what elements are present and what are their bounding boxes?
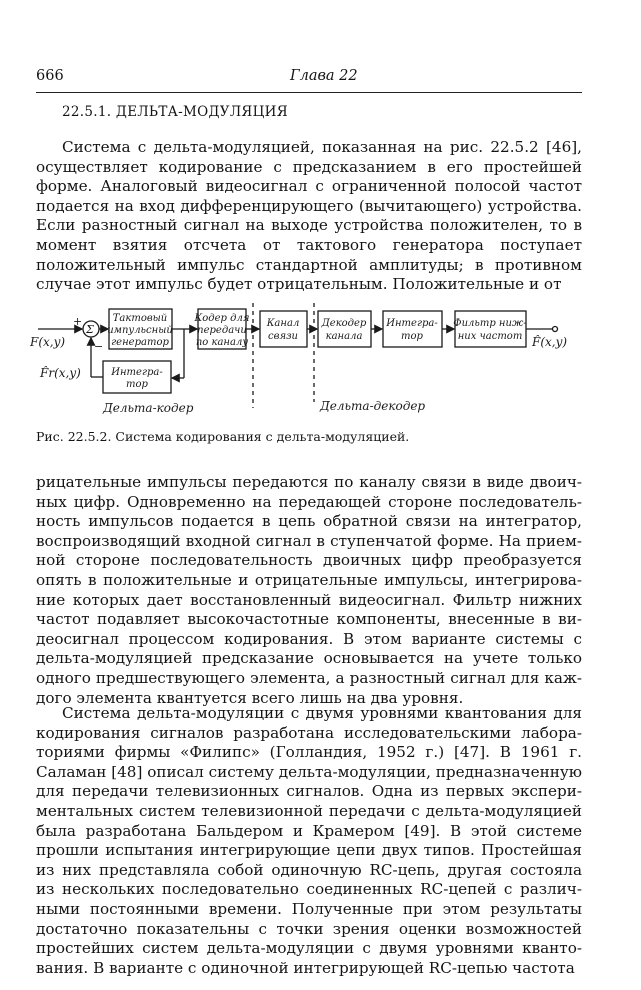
input-label: F(x,y) (30, 335, 66, 349)
chdecoder-block-line1: Декодер (321, 318, 367, 329)
clock-block-line2: импульсный (107, 325, 173, 336)
clock-block-line3: генератор (111, 337, 169, 348)
header-rule (36, 92, 582, 93)
txcoder-block-line2: передачи (197, 325, 247, 336)
figure-caption (36, 429, 409, 444)
clock-block-line1: Тактовый (112, 313, 168, 324)
output-label: F̂(x,y) (532, 335, 568, 349)
paragraph-1-continued: рицательные импульсы передаются по каналу связи в виде двоичных цифр. Одновременно на передающей стороне последовательность импульсов подается в цепь обратной связи на интегратор, воспроизводящий входной сигнал в ступенчатой форме. На приемной стороне последовательность двоичных цифр преобразуется опять в положительные и отрицательные импульсы, интегрирование которых дает восстановленный видеосигнал. Фильтр нижних частот подавляет высокочастотные компоненты, внесенные в видеосигнал процессом кодирования. В этом варианте системы с дельта-модуляцией предсказание основывается на учете только одного предшествующего элемента, а разностный сигнал для каждого элемента квантуется всего лишь на два уровня. (36, 473, 582, 707)
txcoder-block-line3: по каналу (195, 337, 249, 348)
paragraph-1: Система с дельта-модуляцией, показанная на рис. 22.5.2 [46], осуществляет кодирование с предсказанием в его простейшей форме. Аналоговый видеосигнал с ограниченной полосой частот подается на вход дифференцирующего (вычитающего) устройства. Если разностный сигнал на выходе устройства положителен, то в момент взятия отсчета от тактового генератора поступает положительный импульс стандартной амплитуды; в противном случае этот импульс будет отрицательным. Положительные и от (36, 138, 582, 294)
feedback-label: F̂r(x,y) (40, 366, 81, 380)
txcoder-block-line1: Кодер для (194, 313, 250, 324)
rxint-block-line1: Интегра- (386, 318, 438, 329)
page-number: 666 (36, 68, 64, 84)
channel-block-line1: Канал (266, 318, 300, 329)
txint-block-line1: Интегра- (111, 367, 163, 378)
paragraph-2: Система дельта-модуляции с двумя уровнями квантования для кодирования сигналов разработана исследовательскими лабораториями фирмы «Филипс» (Голландия, 1952 г.) [47]. В 1961 г. Саламан [48] описал систему дельта-модуляции, предназначенную для передачи телевизионных сигналов. Одна из первых экспериментальных систем телевизионной передачи с дельта-модуляцией была разработана Бальдером и Крамером [49]. В этой системе прошли испытания интегрирующие цепи двух типов. Простейшая из них представляла собой одиночную RC-цепь, другая состояла из нескольких последовательно соединенных RC-цепей с различными постоянными времени. Полученные при этом результаты достаточно показательны с точки зрения оценки возможностей простейших систем дельта-модуляции с двумя уровнями квантования. В варианте с одиночной интегрирующей RC-цепью частота (36, 704, 582, 977)
lpf-block-line2: них частот (457, 331, 523, 342)
plus-sign: + (73, 315, 83, 328)
sum-symbol: Σ (86, 323, 94, 336)
output-terminal (553, 327, 558, 332)
caption-text: Система кодирования с дельта-модуляцией. (115, 429, 410, 444)
delta-modulation-diagram (0, 290, 641, 420)
caption-number: Рис. 22.5.2. (36, 429, 112, 444)
decoder-label: Дельта-декодер (320, 399, 426, 413)
encoder-label: Дельта-кодер (103, 401, 194, 415)
lpf-block-line1: Фильтр ниж- (453, 318, 527, 329)
rxint-block-line2: тор (401, 331, 423, 342)
chdecoder-block-line2: канала (325, 331, 363, 342)
minus-sign: − (94, 340, 104, 353)
running-head: Глава 22 (290, 68, 358, 84)
txint-block-line2: тор (126, 379, 148, 390)
section-heading: 22.5.1. ДЕЛЬТА-МОДУЛЯЦИЯ (62, 104, 288, 120)
channel-block-line2: связи (268, 331, 298, 342)
